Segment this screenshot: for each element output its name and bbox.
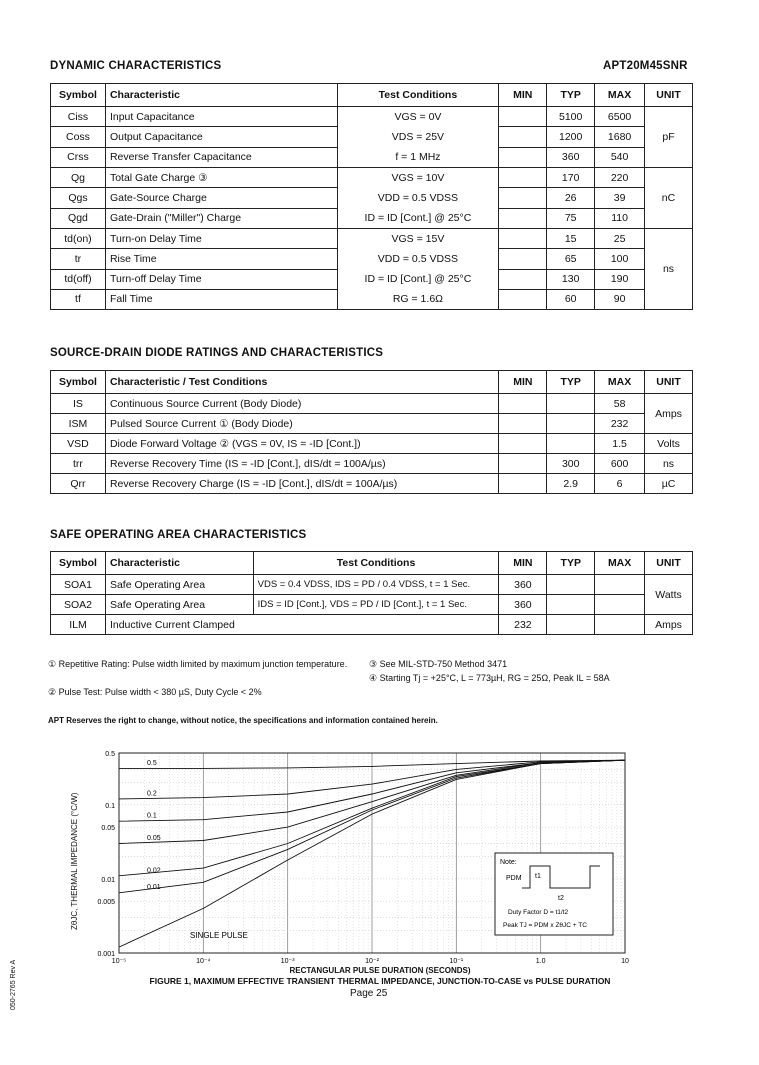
condition-line: VGS = 15V (391, 233, 445, 245)
max-cell: 1.5 (595, 434, 645, 454)
typ-cell (547, 434, 595, 454)
typ-cell: 2.9 (547, 474, 595, 494)
condition-line: ID = ID [Cont.] @ 25°C (364, 212, 472, 224)
min-cell: 360 (499, 595, 547, 615)
section-title-soa: SAFE OPERATING AREA CHARACTERISTICS (50, 529, 307, 541)
characteristic-cell: Pulsed Source Current ① (Body Diode) (105, 414, 498, 434)
typ-cell: 15 (547, 229, 595, 249)
max-cell: 110 (595, 208, 645, 228)
symbol-cell: SOA1 (51, 575, 106, 595)
unit-cell: ns (645, 454, 693, 474)
table-row (51, 434, 693, 454)
max-cell (595, 615, 645, 635)
condition-line: VGS = 0V (394, 111, 442, 123)
symbol-cell: trr (51, 454, 106, 474)
characteristic-cell: Rise Time (105, 249, 337, 269)
min-cell (499, 474, 547, 494)
min-cell (499, 394, 547, 414)
characteristic-cell: Output Capacitance (105, 127, 337, 147)
condition-line: RG = 1.6Ω (392, 293, 444, 305)
characteristic-cell: Continuous Source Current (Body Diode) (105, 394, 498, 414)
typ-cell: 360 (547, 147, 595, 167)
test-conditions-cap (337, 107, 499, 168)
min-cell (499, 454, 547, 474)
page-number: Page 25 (350, 988, 388, 999)
max-cell: 100 (595, 249, 645, 269)
unit-cell: Watts (645, 575, 693, 615)
symbol-cell: Coss (51, 127, 106, 147)
condition-line: VDD = 0.5 VDSS (377, 192, 459, 204)
x-tick-label: 10⁻³ (280, 958, 295, 965)
col-typ: TYP (547, 84, 595, 107)
thermal-impedance-chart (80, 748, 660, 966)
col-typ: TYP (547, 552, 595, 575)
table-row (51, 595, 693, 615)
characteristic-cell: Safe Operating Area (105, 575, 253, 595)
figure-caption: FIGURE 1, MAXIMUM EFFECTIVE TRANSIENT THERMAL IMPEDANCE, JUNCTION-TO-CASE vs PULSE DURATION (149, 976, 611, 986)
note-4: ④ Starting Tj = +25°C, L = 773µH, RG = 25Ω, Peak IL = 58A (369, 673, 610, 683)
col-min: MIN (499, 552, 547, 575)
symbol-cell: Qgd (51, 208, 106, 228)
typ-cell: 170 (547, 168, 595, 188)
characteristic-cell: Reverse Transfer Capacitance (105, 147, 337, 167)
table-row (51, 107, 693, 127)
soa-table (50, 551, 693, 635)
col-test-conditions: Test Conditions (337, 84, 499, 107)
test-conditions-cell: VDS = 0.4 VDSS, IDS = PD / 0.4 VDSS, t = 1 Sec. (253, 575, 499, 595)
col-max: MAX (595, 84, 645, 107)
col-characteristic: Characteristic (105, 552, 253, 575)
max-cell: 6 (595, 474, 645, 494)
max-cell: 90 (595, 289, 645, 309)
y-axis-label-wrap (10, 792, 79, 940)
max-cell: 600 (595, 454, 645, 474)
symbol-cell: tf (51, 289, 106, 309)
typ-cell: 75 (547, 208, 595, 228)
table-row (51, 168, 693, 188)
col-symbol: Symbol (51, 84, 106, 107)
typ-cell (547, 575, 595, 595)
duty-label: Duty Factor D = t1/t2 (508, 909, 569, 916)
section-title-dynamic: DYNAMIC CHARACTERISTICS (50, 60, 222, 72)
min-cell: 360 (499, 575, 547, 595)
min-cell (499, 414, 547, 434)
symbol-cell: Crss (51, 147, 106, 167)
typ-cell (547, 394, 595, 414)
table-row (51, 414, 693, 434)
unit-cell: µC (645, 474, 693, 494)
min-cell: 232 (499, 615, 547, 635)
max-cell: 25 (595, 229, 645, 249)
series-label: 0.2 (147, 790, 157, 798)
table-header (51, 371, 693, 394)
x-axis-label: RECTANGULAR PULSE DURATION (SECONDS) (289, 966, 471, 975)
col-typ: TYP (547, 371, 595, 394)
test-conditions-cell: IDS = ID [Cont.], VDS = PD / ID [Cont.], t = 1 Sec. (253, 595, 499, 615)
min-cell (499, 269, 547, 289)
table-row (51, 394, 693, 414)
typ-cell: 1200 (547, 127, 595, 147)
unit-cell: Volts (645, 434, 693, 454)
min-cell (499, 229, 547, 249)
symbol-cell: td(on) (51, 229, 106, 249)
min-cell (499, 188, 547, 208)
table-row (51, 474, 693, 494)
unit-cell: nC (645, 168, 693, 229)
condition-line: ID = ID [Cont.] @ 25°C (364, 273, 472, 285)
symbol-cell: tr (51, 249, 106, 269)
test-conditions-charge (337, 168, 499, 229)
section-title-source-drain: SOURCE-DRAIN DIODE RATINGS AND CHARACTERISTICS (50, 347, 384, 359)
pdm-label: PDM (506, 875, 522, 882)
symbol-cell: IS (51, 394, 106, 414)
typ-cell (547, 595, 595, 615)
side-code: 050-2765 Rev A (10, 959, 17, 1010)
characteristic-cell: Turn-off Delay Time (105, 269, 337, 289)
y-tick-label: 0.1 (105, 802, 115, 810)
characteristic-cell: Input Capacitance (105, 107, 337, 127)
typ-cell (547, 414, 595, 434)
col-unit: UNIT (645, 371, 693, 394)
col-symbol: Symbol (51, 552, 106, 575)
t2-label: t2 (558, 895, 564, 902)
col-min: MIN (499, 84, 547, 107)
min-cell (499, 289, 547, 309)
min-cell (499, 434, 547, 454)
characteristic-cell: Reverse Recovery Charge (IS = -ID [Cont.], dIS/dt = 100A/µs) (105, 474, 498, 494)
unit-cell: Amps (645, 615, 693, 635)
max-cell: 58 (595, 394, 645, 414)
min-cell (499, 249, 547, 269)
characteristic-cell: Gate-Source Charge (105, 188, 337, 208)
condition-line: f = 1 MHz (395, 151, 441, 163)
y-tick-label: 0.05 (101, 825, 115, 833)
symbol-cell: Qg (51, 168, 106, 188)
max-cell (595, 575, 645, 595)
characteristic-cell: Total Gate Charge ③ (105, 168, 337, 188)
series-label: 0.05 (147, 834, 161, 842)
characteristic-cell: Safe Operating Area (105, 595, 253, 615)
min-cell (499, 168, 547, 188)
max-cell (595, 595, 645, 615)
x-tick-label: 10 (621, 958, 629, 965)
x-tick-label: 10⁻⁴ (196, 958, 211, 965)
min-cell (499, 127, 547, 147)
max-cell: 540 (595, 147, 645, 167)
typ-cell: 300 (547, 454, 595, 474)
note-box (495, 853, 613, 935)
table-header (51, 552, 693, 575)
typ-cell: 65 (547, 249, 595, 269)
x-tick-label: 10⁻¹ (449, 958, 464, 965)
y-axis-label: ZθJC, THERMAL IMPEDANCE (°C/W) (70, 792, 79, 930)
unit-cell: Amps (645, 394, 693, 434)
col-characteristic: Characteristic (105, 84, 337, 107)
max-cell: 39 (595, 188, 645, 208)
min-cell (499, 208, 547, 228)
max-cell: 1680 (595, 127, 645, 147)
y-tick-label: 0.005 (97, 899, 115, 907)
x-tick-label: 10⁻² (365, 958, 379, 965)
condition-line: VDD = 0.5 VDSS (377, 253, 459, 265)
typ-cell: 5100 (547, 107, 595, 127)
note-3: ③ See MIL-STD-750 Method 3471 (369, 659, 508, 669)
symbol-cell: VSD (51, 434, 106, 454)
series-label: 0.1 (147, 812, 157, 820)
y-tick-label: 0.01 (101, 876, 115, 884)
peak-label: Peak TJ = PDM x ZθJC + TC (503, 922, 587, 929)
max-cell: 232 (595, 414, 645, 434)
typ-cell: 60 (547, 289, 595, 309)
dynamic-table (50, 83, 693, 310)
col-unit: UNIT (645, 84, 693, 107)
series-label: 0.01 (147, 884, 161, 892)
t1-label: t1 (535, 873, 541, 880)
min-cell (499, 147, 547, 167)
typ-cell: 130 (547, 269, 595, 289)
typ-cell: 26 (547, 188, 595, 208)
unit-cell: ns (645, 229, 693, 310)
typ-cell (547, 615, 595, 635)
characteristic-cell: Turn-on Delay Time (105, 229, 337, 249)
x-tick-label: 10⁻⁵ (111, 958, 127, 965)
part-number: APT20M45SNR (603, 60, 688, 72)
max-cell: 6500 (595, 107, 645, 127)
note-1: ① Repetitive Rating: Pulse width limited by maximum junction temperature. (48, 659, 348, 669)
table-row (51, 575, 693, 595)
single-pulse-label: SINGLE PULSE (190, 931, 248, 940)
unit-cell: pF (645, 107, 693, 168)
condition-line: VDS = 25V (391, 131, 445, 143)
table-row (51, 454, 693, 474)
note-title: Note: (500, 859, 517, 866)
note-2: ② Pulse Test: Pulse width < 380 µS, Duty Cycle < 2% (48, 687, 262, 697)
symbol-cell: Qgs (51, 188, 106, 208)
col-characteristic: Characteristic / Test Conditions (105, 371, 498, 394)
characteristic-cell: Diode Forward Voltage ② (VGS = 0V, IS = -ID [Cont.]) (105, 434, 498, 454)
y-tick-label: 0.5 (105, 751, 115, 758)
col-max: MAX (595, 552, 645, 575)
table-header (51, 84, 693, 107)
characteristic-cell: Gate-Drain ("Miller") Charge (105, 208, 337, 228)
condition-line: VGS = 10V (391, 172, 445, 184)
max-cell: 190 (595, 269, 645, 289)
characteristic-cell: Reverse Recovery Time (IS = -ID [Cont.], dIS/dt = 100A/µs) (105, 454, 498, 474)
col-test-conditions: Test Conditions (253, 552, 499, 575)
table-row (51, 615, 693, 635)
source-drain-table (50, 370, 693, 494)
characteristic-cell: Inductive Current Clamped (105, 615, 499, 635)
symbol-cell: ILM (51, 615, 106, 635)
symbol-cell: td(off) (51, 269, 106, 289)
series-label: 0.02 (147, 867, 161, 875)
disclaimer: APT Reserves the right to change, without notice, the specifications and information contained herein. (48, 716, 438, 725)
col-symbol: Symbol (51, 371, 106, 394)
symbol-cell: SOA2 (51, 595, 106, 615)
series-label: 0.5 (147, 759, 157, 767)
table-row (51, 229, 693, 249)
max-cell: 220 (595, 168, 645, 188)
symbol-cell: Qrr (51, 474, 106, 494)
symbol-cell: Ciss (51, 107, 106, 127)
col-min: MIN (499, 371, 547, 394)
x-tick-label: 1.0 (535, 958, 546, 965)
min-cell (499, 107, 547, 127)
test-conditions-switch (337, 229, 499, 310)
y-tick-label: 0.001 (97, 951, 115, 958)
col-max: MAX (595, 371, 645, 394)
characteristic-cell: Fall Time (105, 289, 337, 309)
symbol-cell: ISM (51, 414, 106, 434)
col-unit: UNIT (645, 552, 693, 575)
